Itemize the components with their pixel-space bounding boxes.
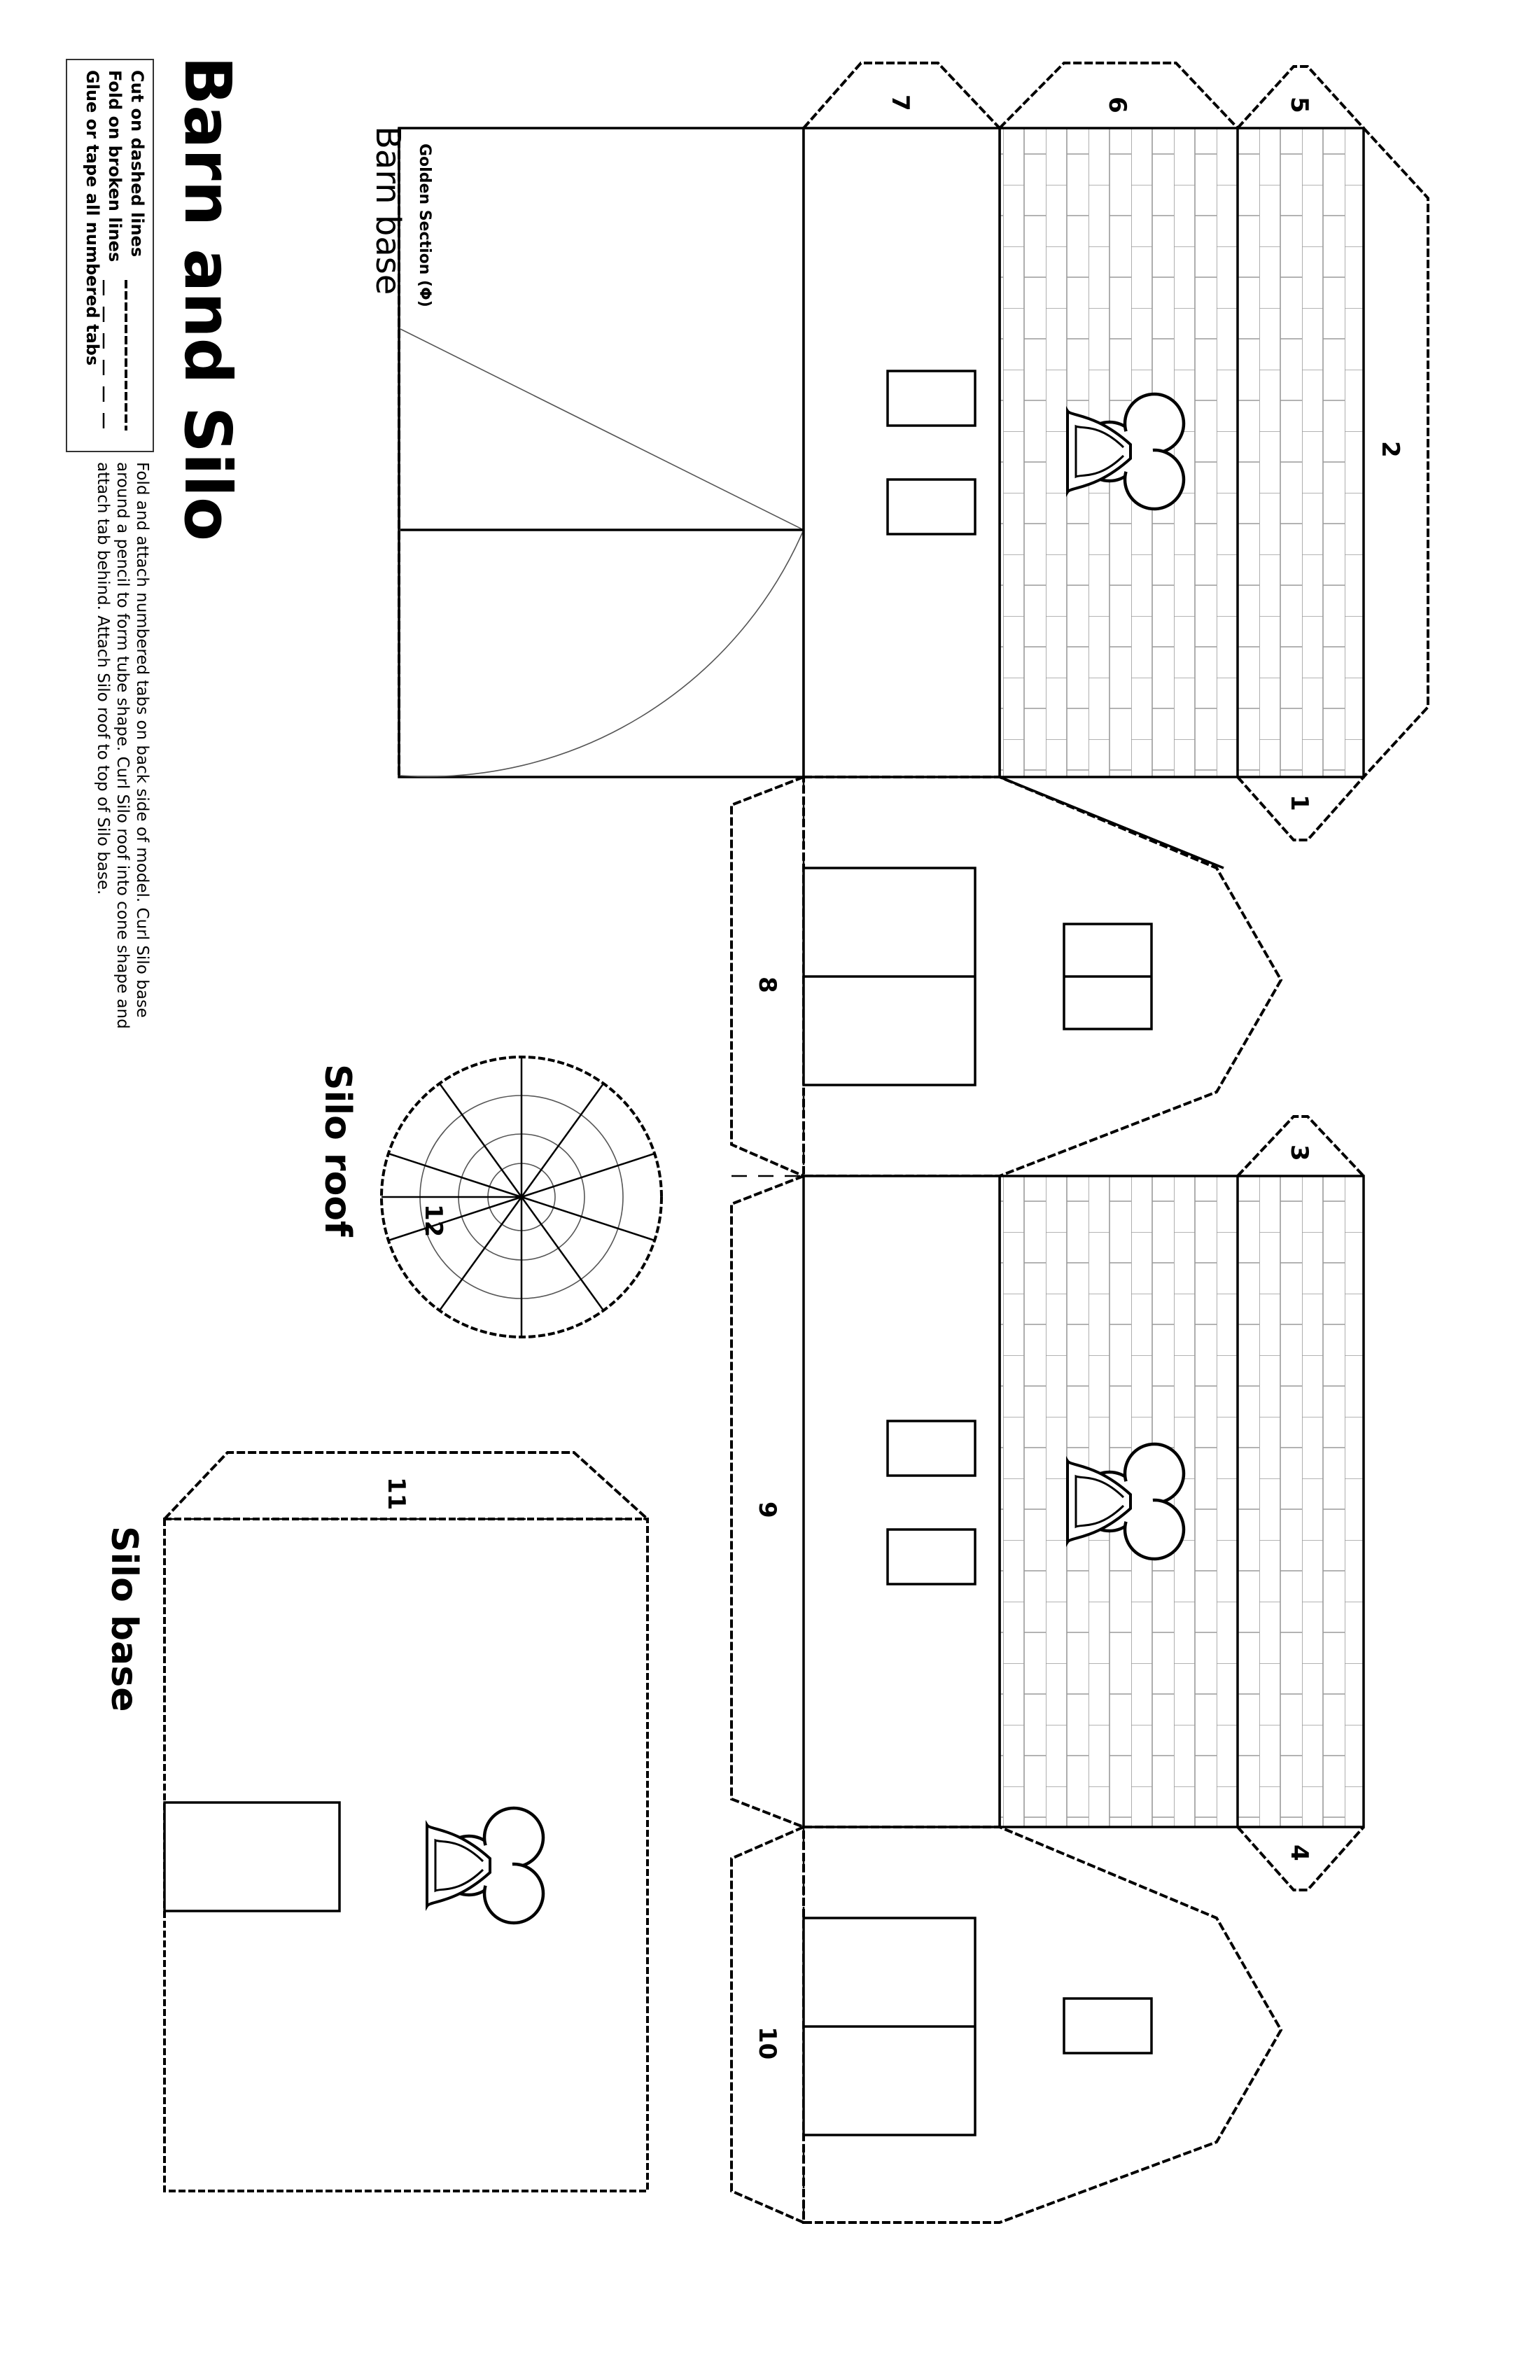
barn-gable-end-1 bbox=[732, 777, 1281, 1176]
legend-cut-label: Cut on dashed lines bbox=[127, 70, 147, 258]
page-title: Barn and Silo bbox=[170, 56, 245, 542]
barn-roof-panel-1 bbox=[804, 63, 1428, 840]
legend-glue-label: Glue or tape all numbered tabs bbox=[83, 70, 102, 366]
tab-number-8: 8 bbox=[753, 976, 781, 993]
silo-base-panel bbox=[103, 1452, 648, 2191]
tab-number-4: 4 bbox=[1285, 1844, 1313, 1861]
instructions-line-3: attach tab behind. Attach Silo roof to top of Silo base. bbox=[94, 462, 112, 895]
tab-number-3: 3 bbox=[1285, 1144, 1313, 1161]
barn-roof-panel-2 bbox=[732, 1116, 1364, 1890]
barn-gable-end-2 bbox=[732, 1827, 1281, 2222]
tab-number-7: 7 bbox=[886, 94, 914, 111]
tab-number-12: 12 bbox=[419, 1204, 447, 1238]
tab-number-10: 10 bbox=[753, 2026, 781, 2060]
loft-window bbox=[1064, 1998, 1152, 2053]
silo-door bbox=[164, 1802, 340, 1911]
tab-number-11: 11 bbox=[382, 1477, 410, 1511]
tab-number-1: 1 bbox=[1285, 794, 1313, 811]
barn-base-panel bbox=[368, 126, 804, 777]
window bbox=[888, 479, 975, 534]
legend-fold-label: Fold on broken lines bbox=[105, 70, 125, 262]
barn-base-label: Barn base bbox=[368, 126, 407, 295]
window bbox=[888, 1421, 975, 1476]
tab-number-2: 2 bbox=[1376, 441, 1404, 458]
window bbox=[888, 1530, 975, 1584]
golden-section-label: Golden Section (Φ) bbox=[416, 144, 433, 307]
instructions-line-2: around a pencil to form tube shape. Curl Silo roof into cone shape and bbox=[113, 462, 132, 1029]
silo-roof-label: Silo roof bbox=[316, 1064, 358, 1237]
silo-roof bbox=[316, 1057, 662, 1337]
tab-number-9: 9 bbox=[753, 1502, 781, 1518]
tab-number-6: 6 bbox=[1103, 97, 1131, 113]
tab-number-5: 5 bbox=[1285, 97, 1313, 113]
silo-base-label: Silo base bbox=[103, 1526, 145, 1712]
instructions-line-1: Fold and attach numbered tabs on back side of model. Curl Silo base bbox=[133, 462, 151, 1018]
window bbox=[888, 371, 975, 426]
